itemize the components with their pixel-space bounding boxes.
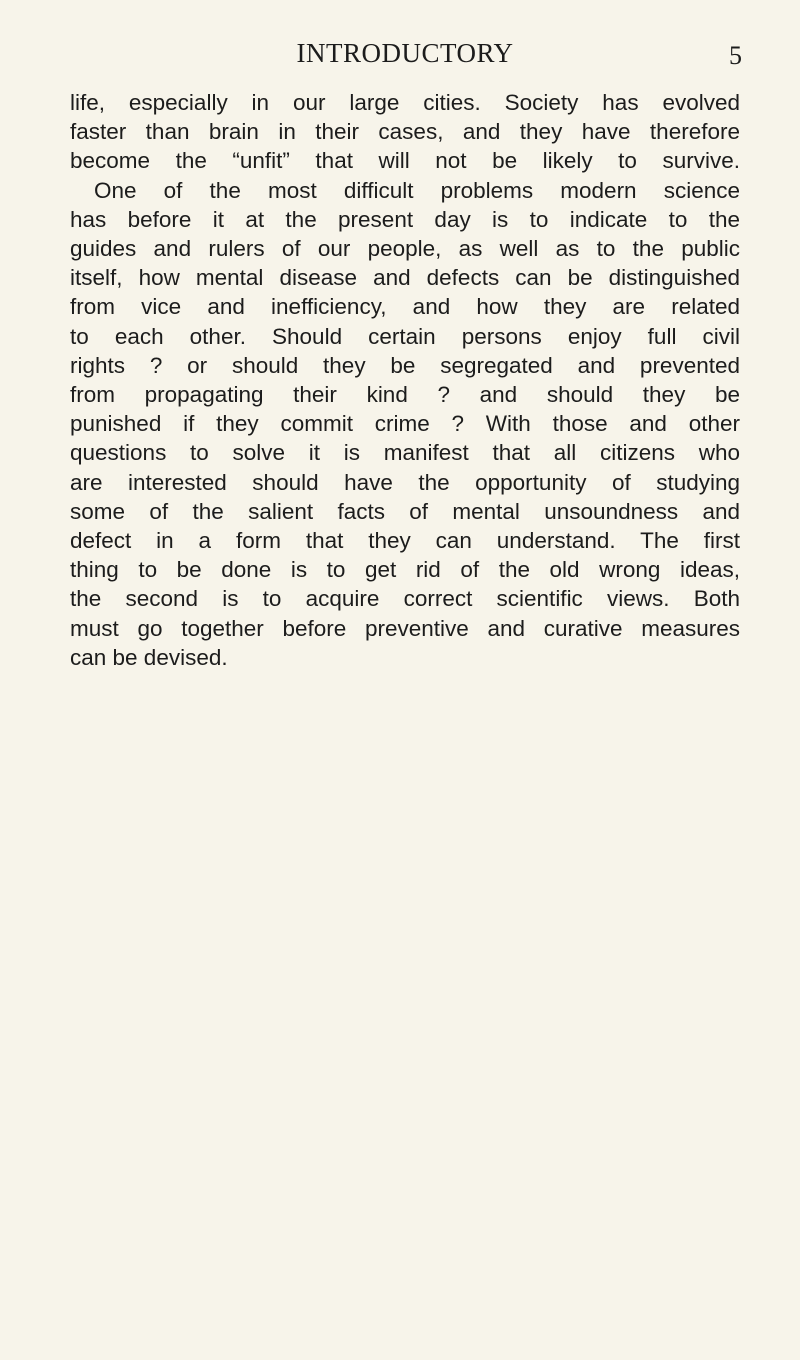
text-line: has before it at the present day is to indicate to the — [70, 206, 740, 232]
body-text — [70, 88, 740, 672]
text-line: faster than brain in their cases, and they have therefore — [70, 119, 740, 145]
text-line: become the “unfit” that will not be likely to survive. — [70, 148, 740, 174]
paragraph-first-line: One of the most difficult problems modern science — [94, 177, 740, 203]
text-line: must go together before preventive and curative measures — [70, 615, 740, 641]
text-line: itself, how mental disease and defects can be distinguished — [70, 265, 740, 291]
text-line: rights ? or should they be segregated and prevented — [70, 352, 740, 378]
text-line: from propagating their kind ? and should they be — [70, 382, 740, 408]
page-number: 5 — [729, 41, 742, 70]
text-line: questions to solve it is manifest that all citizens who — [70, 440, 740, 466]
text-line: from vice and inefficiency, and how they are related — [70, 294, 740, 320]
text-line: to each other. Should certain persons enjoy full civil — [70, 323, 740, 349]
text-line: the second is to acquire correct scientific views. Both — [70, 586, 740, 612]
text-line: are interested should have the opportunity of studying — [70, 469, 740, 495]
text-line: some of the salient facts of mental unsoundness and — [70, 498, 740, 524]
text-line: guides and rulers of our people, as well as to the public — [70, 236, 740, 262]
text-line: life, especially in our large cities. Society has evolved — [70, 90, 740, 115]
text-line: punished if they commit crime ? With those and other — [70, 411, 740, 437]
running-title: INTRODUCTORY — [296, 38, 514, 68]
text-line: defect in a form that they can understand. The first — [70, 528, 740, 554]
text-line: thing to be done is to get rid of the old wrong ideas, — [70, 557, 740, 583]
running-head — [70, 37, 740, 77]
paragraph-last-line: can be devised. — [70, 644, 228, 670]
